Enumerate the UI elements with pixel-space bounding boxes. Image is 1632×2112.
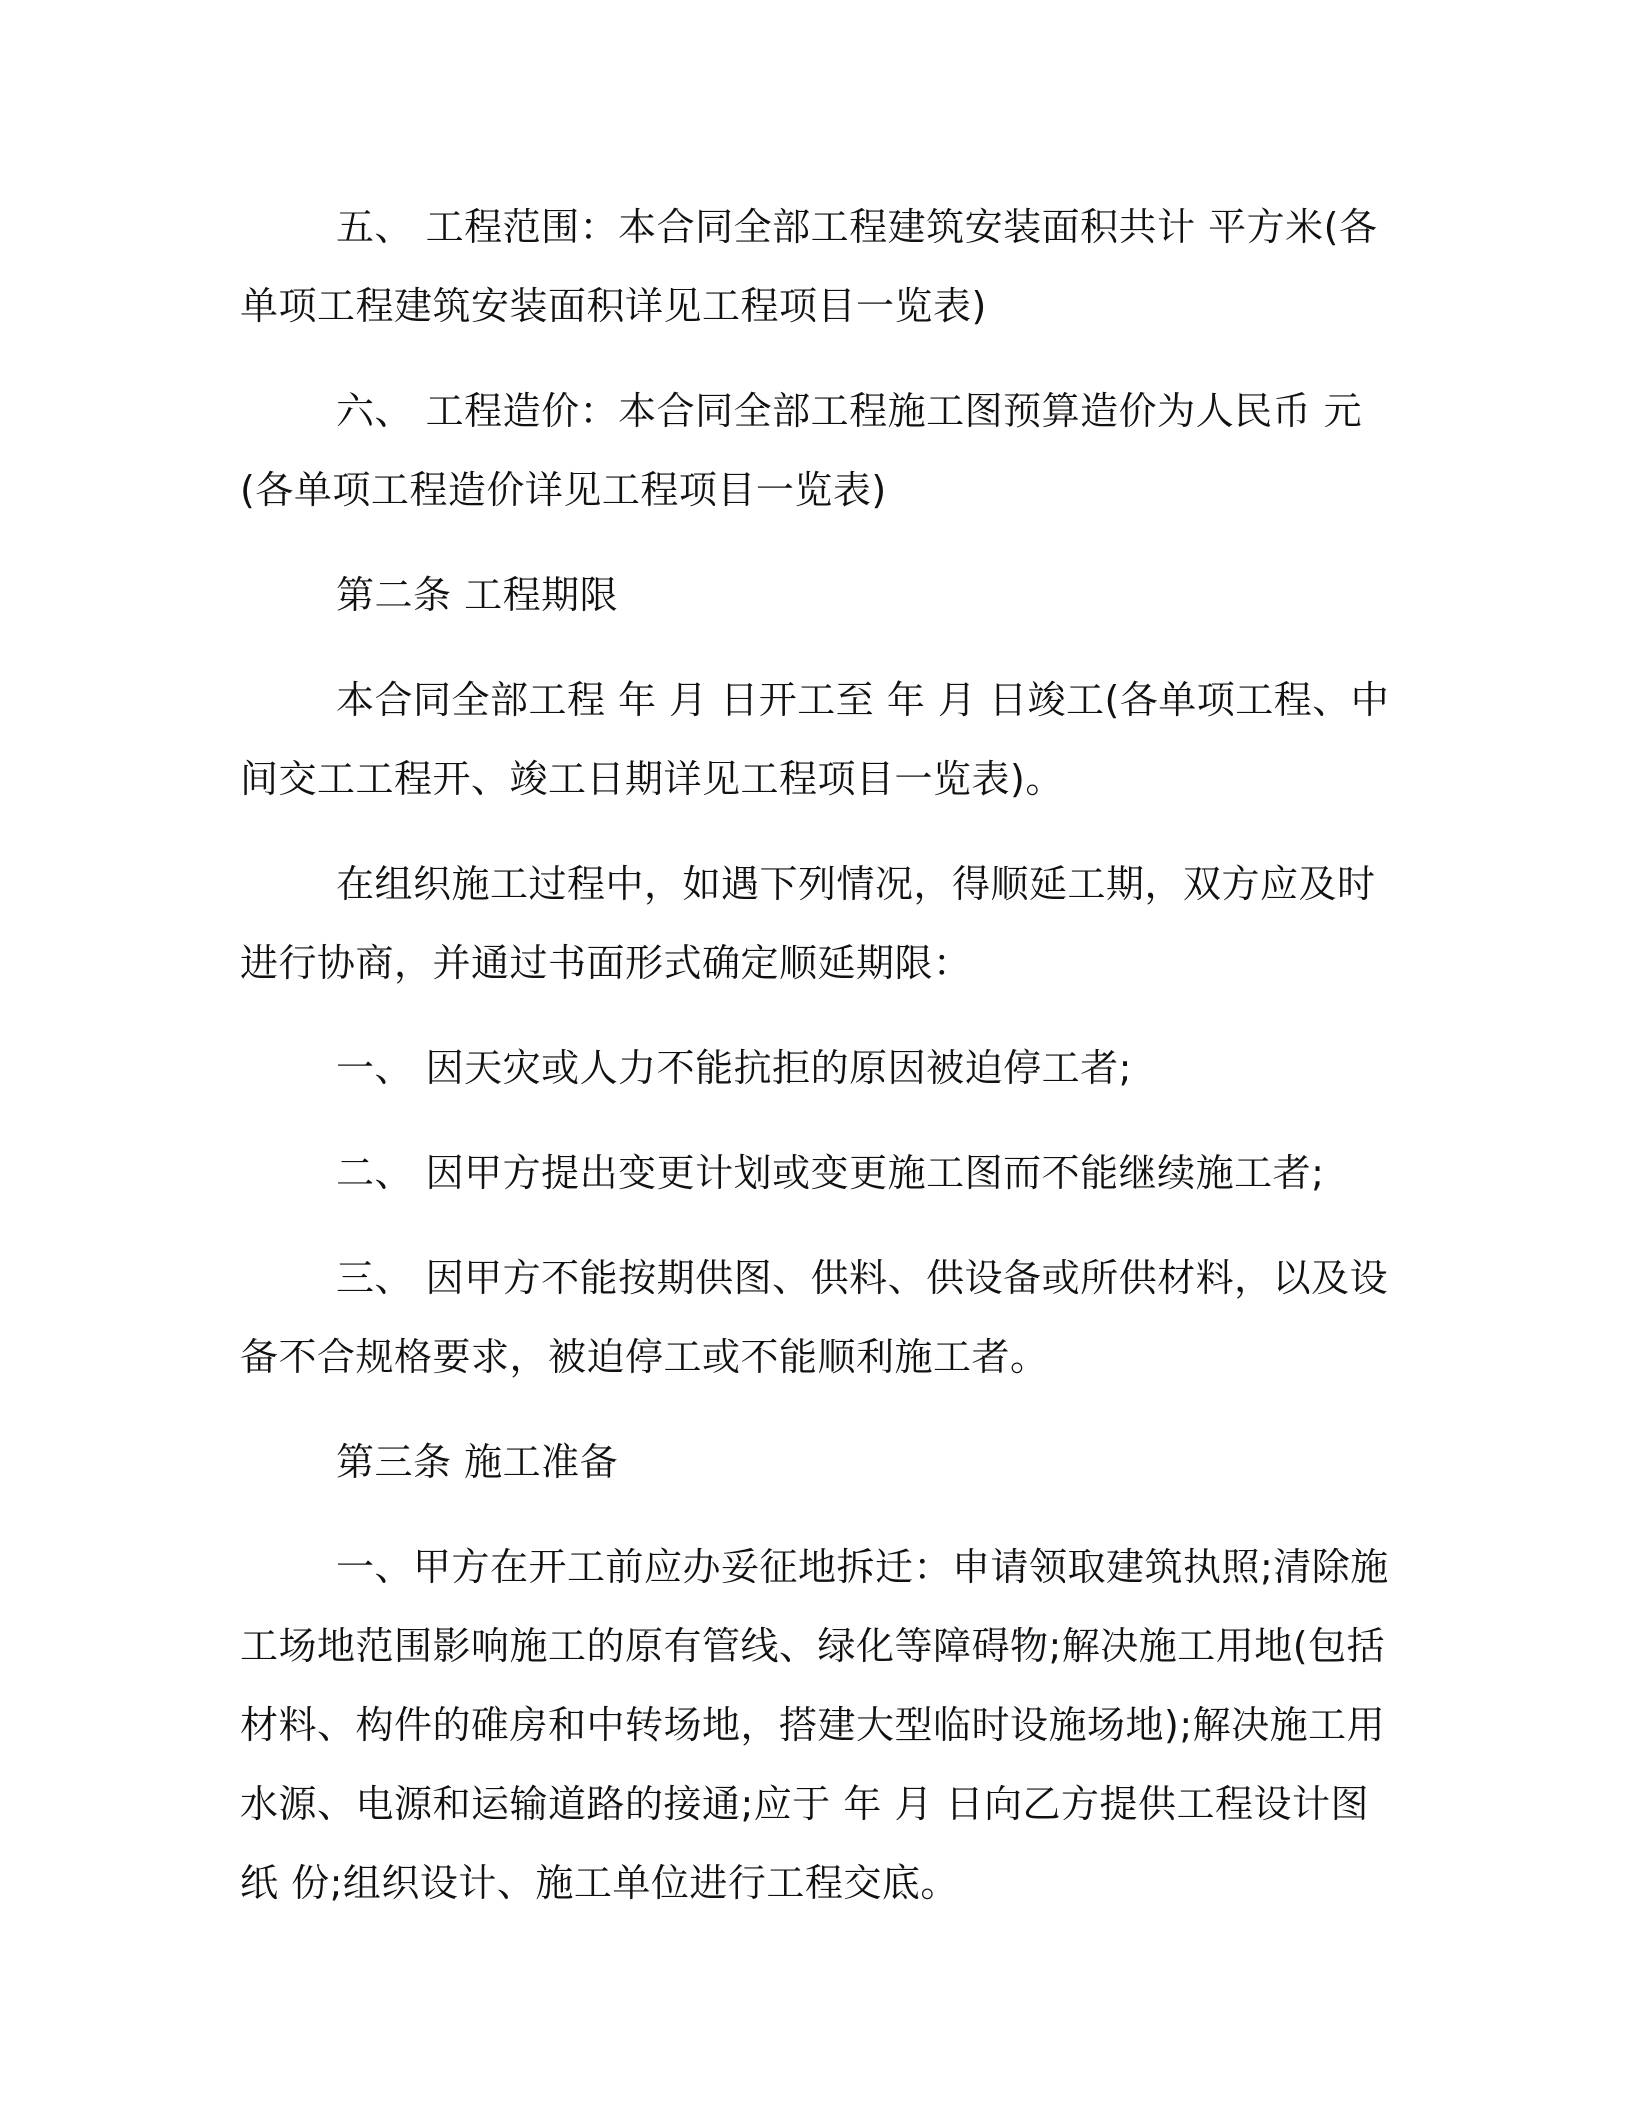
paragraph-extension: 在组织施工过程中，如遇下列情况，得顺延工期，双方应及时进行协商，并通过书面形式确定顺延期限：: [240, 862, 1376, 985]
heading-article-3: 第三条 施工准备: [336, 1440, 619, 1484]
paragraph-item-3: 三、 因甲方不能按期供图、供料、供设备或所供材料，以及设备不合规格要求，被迫停工或不能顺利施工者。: [240, 1256, 1389, 1379]
paragraph-item-2: 二、 因甲方提出变更计划或变更施工图而不能继续施工者;: [336, 1151, 1325, 1195]
paragraph-cost: 六、 工程造价：本合同全部工程施工图预算造价为人民币 元(各单项工程造价详见工程项目一览表): [240, 389, 1363, 512]
paragraph-scope: 五、 工程范围：本合同全部工程建筑安装面积共计 平方米(各单项工程建筑安装面积详见工程项目一览表): [240, 205, 1378, 328]
paragraph-item-1: 一、 因天灾或人力不能抗拒的原因被迫停工者;: [336, 1046, 1132, 1090]
heading-article-2: 第二条 工程期限: [336, 573, 619, 617]
paragraph-schedule: 本合同全部工程 年 月 日开工至 年 月 日竣工(各单项工程、中间交工工程开、竣工日期详见工程项目一览表)。: [240, 678, 1390, 801]
paragraph-preparation: 一、甲方在开工前应办妥征地拆迁：申请领取建筑执照;清除施工场地范围影响施工的原有管线、绿化等障碍物;解决施工用地(包括材料、构件的碓房和中转场地，搭建大型临时设施场地);解决施工用水源、电源和运输道路的接通;应于 年 月 日向乙方提供工程设计图纸 份;组织设计、施工单位进行工程交底。: [240, 1545, 1389, 1905]
document-body: [240, 188, 1390, 1923]
